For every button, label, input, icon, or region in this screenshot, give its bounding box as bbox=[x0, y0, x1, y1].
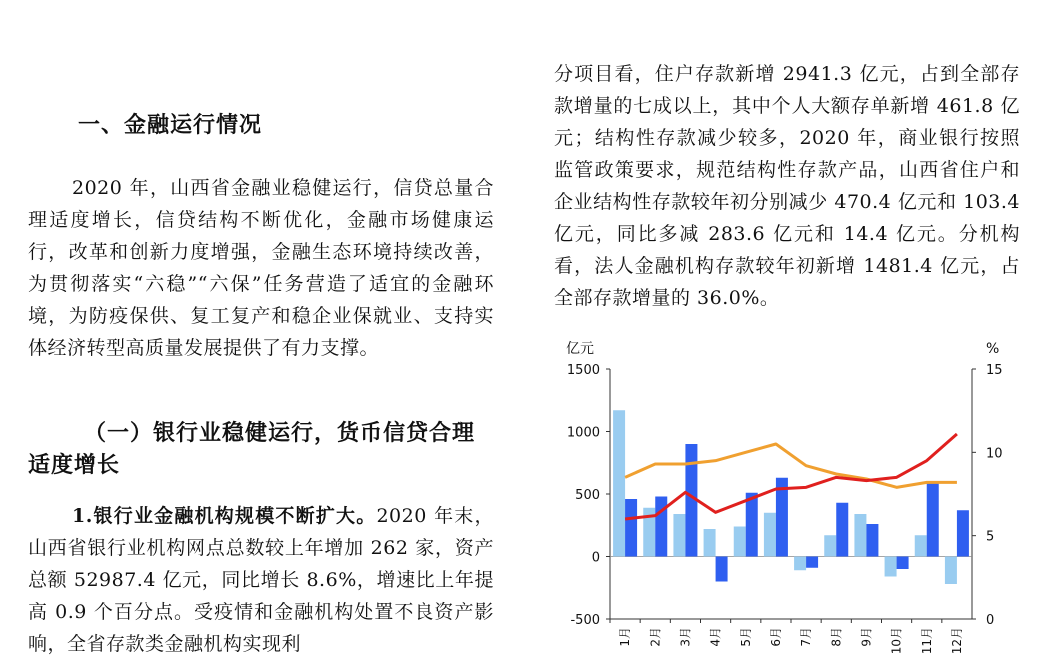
right-tick-label: 10 bbox=[986, 446, 1003, 462]
bar-light-bar bbox=[885, 557, 897, 577]
deposit-chart bbox=[554, 336, 1034, 668]
bar-light-bar bbox=[734, 527, 746, 557]
right-tick-label: 15 bbox=[986, 363, 1003, 378]
section-heading: 一、金融运行情况 bbox=[78, 113, 263, 138]
x-tick-label: 10月 bbox=[889, 627, 904, 655]
x-tick-label: 11月 bbox=[919, 627, 934, 655]
left-tick-label: 500 bbox=[575, 488, 600, 503]
right-tick-label: 5 bbox=[986, 529, 995, 545]
bar-dark-bar bbox=[897, 557, 909, 570]
x-tick-label: 8月 bbox=[829, 627, 844, 647]
x-tick-label: 4月 bbox=[708, 627, 723, 647]
x-tick-label: 1月 bbox=[618, 627, 633, 647]
bank-paragraph-lead: 1.银行业金融机构规模不断扩大。 bbox=[72, 505, 377, 527]
chart-plot-area bbox=[567, 363, 1003, 654]
bar-light-bar bbox=[824, 535, 836, 556]
x-tick-label: 5月 bbox=[738, 627, 753, 647]
series-line-orange-line bbox=[625, 444, 957, 487]
left-tick-label: 0 bbox=[591, 550, 600, 566]
bar-dark-bar bbox=[927, 482, 939, 557]
bar-dark-bar bbox=[655, 497, 667, 557]
intro-paragraph: 2020 年，山西省金融业稳健运行，信贷总量合理适度增长，信贷结构不断优化，金融市场健康运行，改革和创新力度增强，金融生态环境持续改善，为贯彻落实“六稳”“六保”任务营造了适宜的金融环境，为防疫保供、复工复产和稳企业保就业、支持实体经济转型高质量发展提供了有力支撑。 bbox=[28, 177, 494, 359]
bar-light-bar bbox=[794, 557, 806, 571]
bar-dark-bar bbox=[625, 499, 637, 557]
x-tick-label: 6月 bbox=[768, 627, 783, 647]
right-axis-unit: % bbox=[986, 341, 1000, 357]
bank-paragraph bbox=[28, 500, 494, 660]
bar-dark-bar bbox=[836, 503, 848, 557]
x-tick-label: 3月 bbox=[678, 627, 693, 647]
bar-light-bar bbox=[673, 514, 685, 557]
x-tick-label: 7月 bbox=[799, 627, 814, 647]
x-tick-label: 2月 bbox=[648, 627, 663, 647]
left-tick-label: 1000 bbox=[566, 425, 600, 441]
subsection-heading-text: （一）银行业稳健运行，货币信贷合理适度增长 bbox=[28, 421, 476, 478]
bar-dark-bar bbox=[866, 524, 878, 557]
bar-dark-bar bbox=[716, 557, 728, 582]
bar-dark-bar bbox=[746, 493, 758, 557]
bar-light-bar bbox=[945, 557, 957, 585]
bar-dark-bar bbox=[957, 510, 969, 556]
bar-light-bar bbox=[915, 535, 927, 556]
series-line-red-line bbox=[625, 434, 957, 519]
right-column bbox=[554, 58, 1020, 314]
left-tick-label: 1500 bbox=[566, 363, 600, 378]
bar-light-bar bbox=[613, 410, 625, 556]
right-tick-label: 0 bbox=[986, 613, 995, 628]
bar-light-bar bbox=[764, 513, 776, 557]
x-tick-label: 12月 bbox=[949, 627, 964, 655]
x-tick-label: 9月 bbox=[859, 627, 874, 647]
left-tick-label: -500 bbox=[570, 613, 600, 628]
left-axis-unit: 亿元 bbox=[566, 341, 594, 357]
bar-light-bar bbox=[704, 529, 716, 557]
bank-paragraph-text bbox=[28, 500, 494, 660]
bar-light-bar bbox=[854, 514, 866, 557]
subsection-heading bbox=[28, 418, 494, 482]
bar-dark-bar bbox=[806, 557, 818, 568]
deposit-paragraph: 分项目看，住户存款新增 2941.3 亿元，占到全部存款增量的七成以上，其中个人大额存单新增 461.8 亿元；结构性存款减少较多，2020 年，商业银行按照监管政策要求，规范结构性存款产品，山西省住户和企业结构性存款较年初分别减少 470.4 亿元和 103.4 亿元，同比多减 283.6 亿元和 14.4 亿元。分机构看，法人金融机构存款较年初新增 1481.4 亿元，占全部存款增量的 36.0%。 bbox=[554, 63, 1020, 309]
bank-paragraph-body: 2020 年末，山西省银行业机构网点总数较上年增加 262 家，资产总额 52987.4 亿元，同比增长 8.6%，增速比上年提高 0.9 个百分点。受疫情和金融机构处置不良资产影响，全省存款类金融机构实现利 bbox=[28, 505, 494, 655]
